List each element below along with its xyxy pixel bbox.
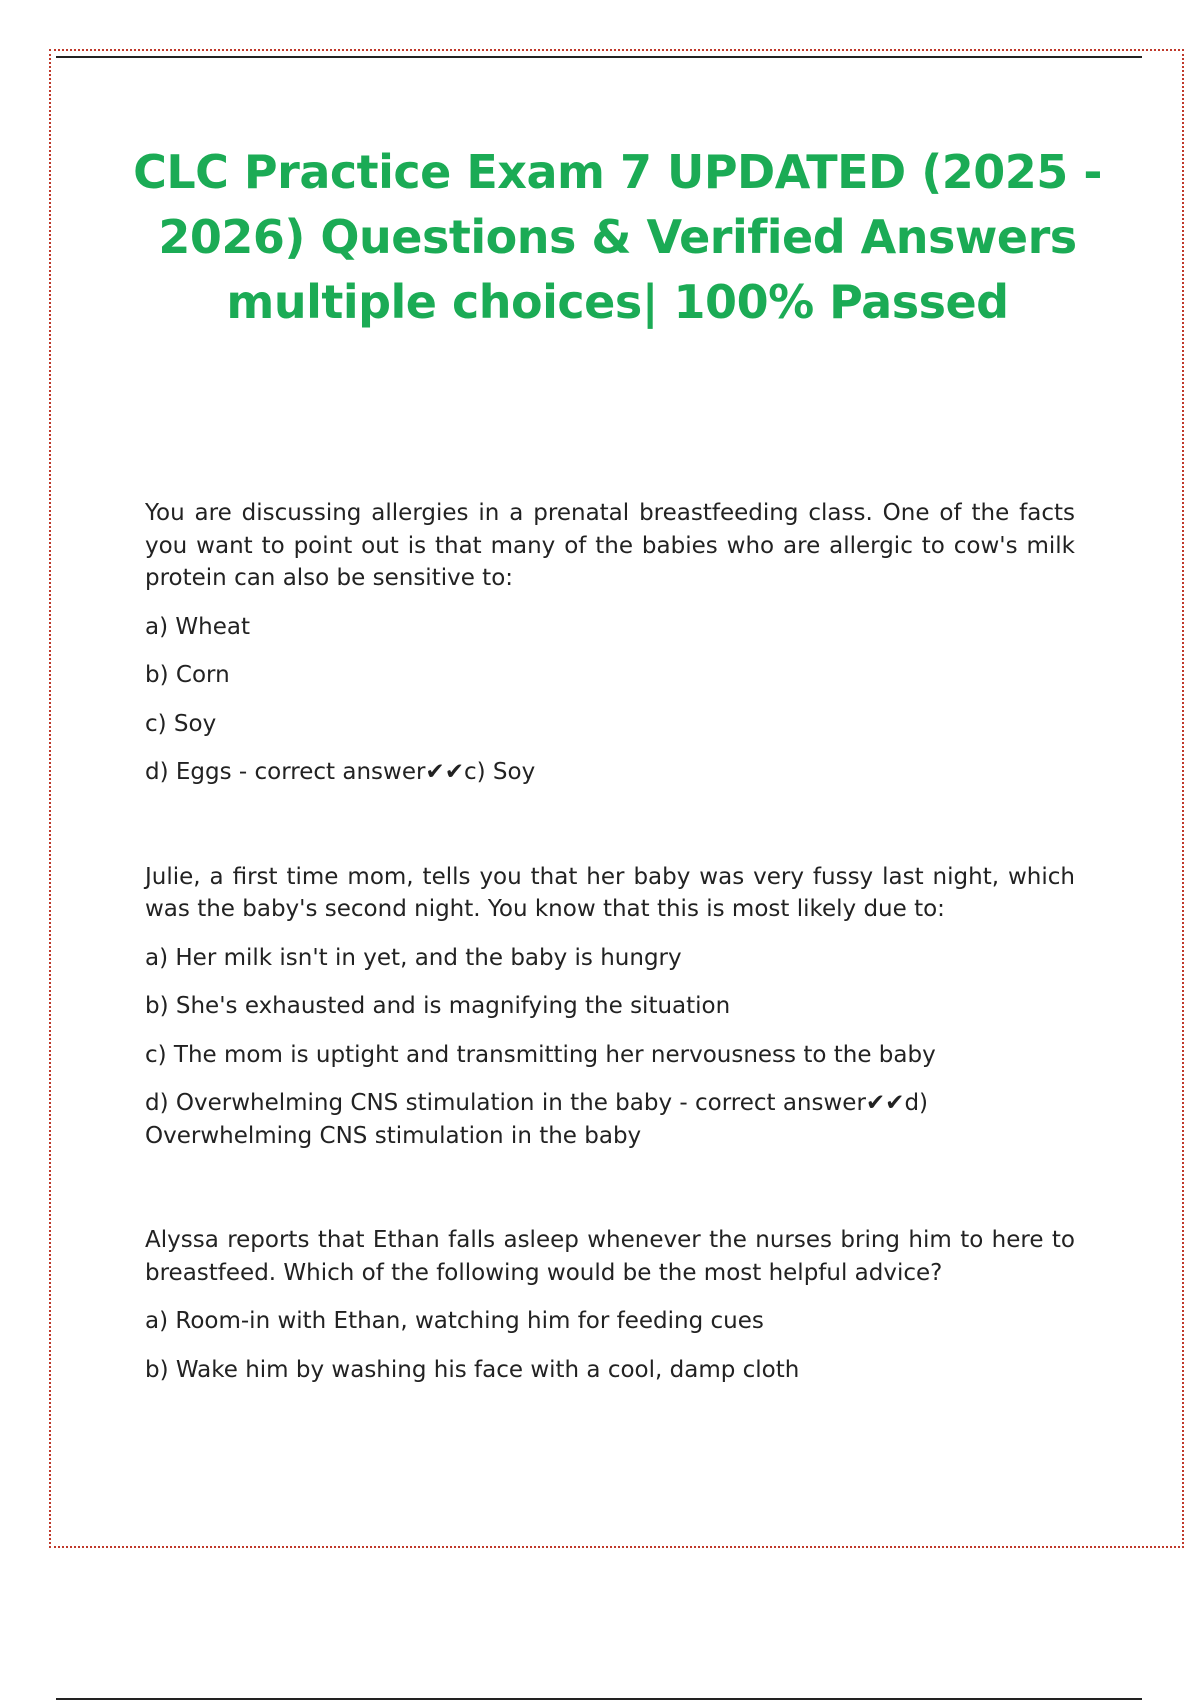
answer-option: a) Her milk isn't in yet, and the baby is hungry xyxy=(145,944,682,971)
document-title: CLC Practice Exam 7 UPDATED (2025 - 2026) Questions & Verified Answers multiple choices| 100% Passed xyxy=(133,145,1102,329)
answer-option: b) Corn xyxy=(145,662,230,688)
question-block-2 xyxy=(145,861,1075,1153)
question-list xyxy=(145,497,1075,1386)
answer-option: c) The mom is uptight and transmitting her nervousness to the baby xyxy=(145,1041,936,1068)
top-divider xyxy=(56,56,1142,58)
answer-option: c) Soy xyxy=(145,710,217,737)
question-text: You are discussing allergies in a prenatal breastfeeding class. One of the facts you want to point out is that many of the babies who are allergic to cow's milk protein can also be sensitive to: xyxy=(145,500,1075,591)
answer-option: b) She's exhausted and is magnifying the situation xyxy=(145,993,731,1019)
answer-option-with-correct-answer: d) Overwhelming CNS stimulation in the baby - correct answer✔✔d) Overwhelming CNS stimulation in the baby xyxy=(145,1090,929,1149)
answer-option: b) Wake him by washing his face with a cool, damp cloth xyxy=(145,1356,800,1383)
question-text: Alyssa reports that Ethan falls asleep whenever the nurses bring him to here to breastfeed. Which of the following would be the most helpful advice? xyxy=(145,1227,1075,1286)
question-text: Julie, a first time mom, tells you that her baby was very fussy last night, which was the baby's second night. You know that this is most likely due to: xyxy=(145,863,1075,922)
answer-option: a) Wheat xyxy=(145,613,250,640)
answer-option: a) Room-in with Ethan, watching him for feeding cues xyxy=(145,1308,764,1334)
answer-option-with-correct-answer: d) Eggs - correct answer✔✔c) Soy xyxy=(145,759,536,785)
question-block-1 xyxy=(145,497,1075,789)
question-block-3 xyxy=(145,1224,1075,1386)
